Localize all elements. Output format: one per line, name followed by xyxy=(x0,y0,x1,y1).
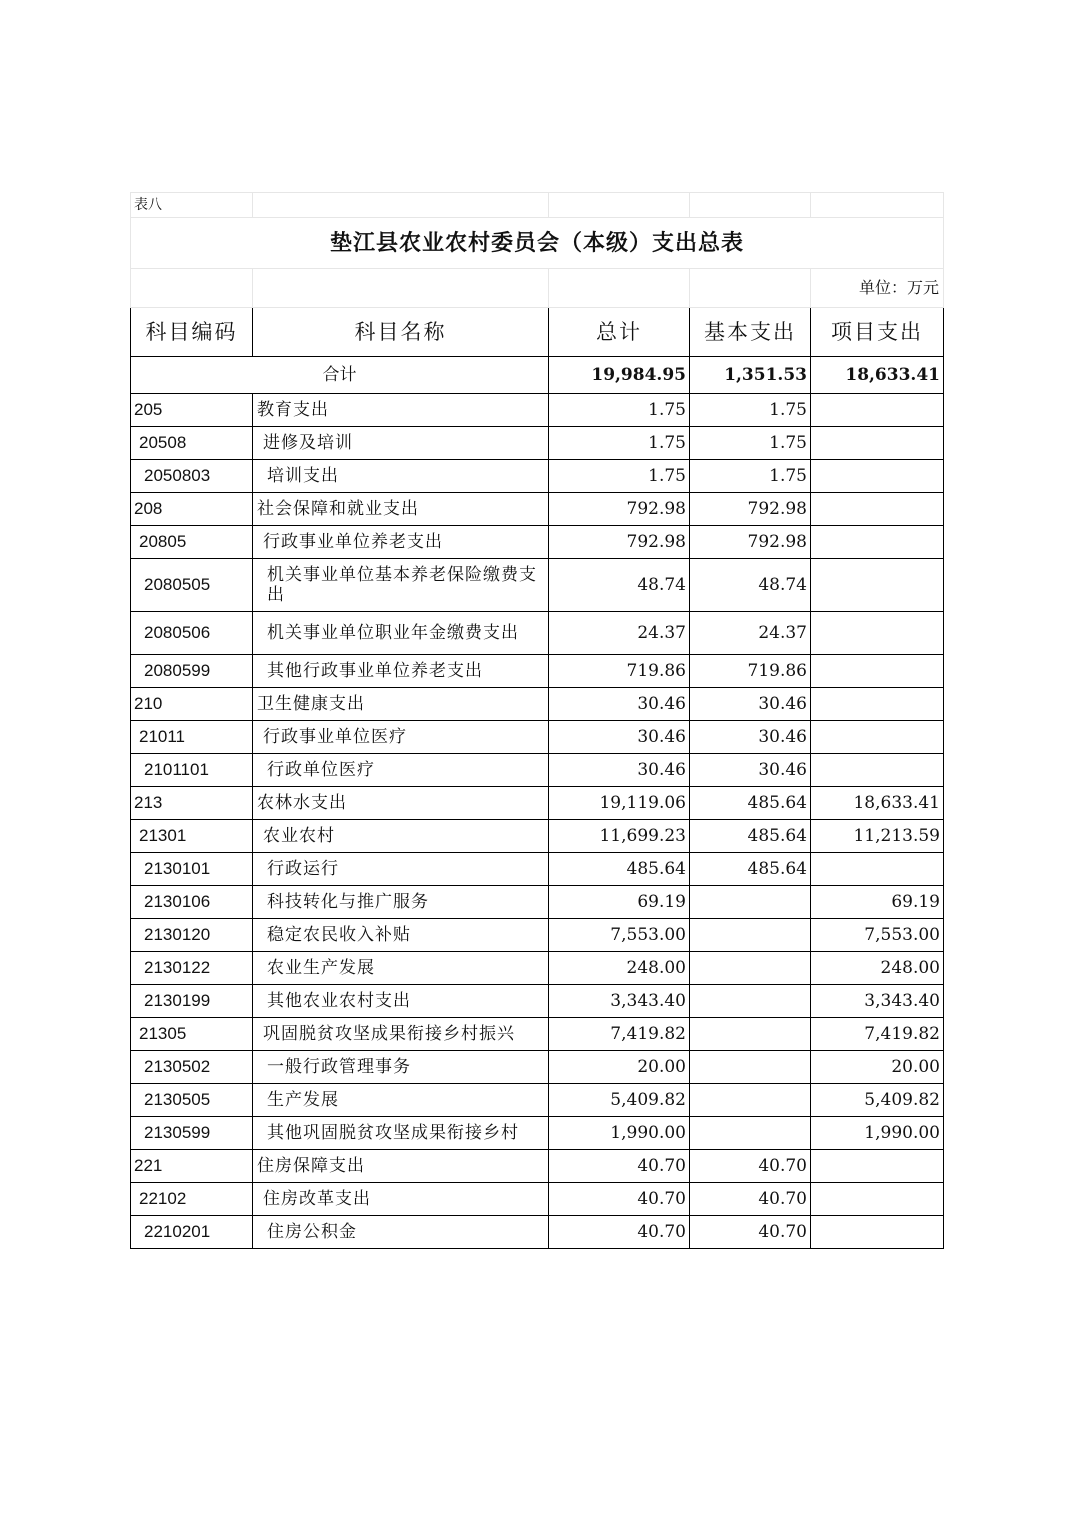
row-basic: 40.70 xyxy=(690,1216,811,1249)
total-row xyxy=(131,357,944,394)
row-name: 住房改革支出 xyxy=(253,1183,549,1216)
row-total: 11,699.23 xyxy=(549,820,690,853)
table-row xyxy=(131,526,944,559)
row-project: 1,990.00 xyxy=(811,1117,944,1150)
table-row xyxy=(131,1150,944,1183)
row-total: 792.98 xyxy=(549,493,690,526)
table-row xyxy=(131,427,944,460)
table-row xyxy=(131,853,944,886)
row-basic: 1.75 xyxy=(690,427,811,460)
table-row xyxy=(131,886,944,919)
table-row xyxy=(131,721,944,754)
sheet-label-row xyxy=(131,193,944,218)
row-project: 11,213.59 xyxy=(811,820,944,853)
row-project xyxy=(811,1150,944,1183)
unit-label: 单位：万元 xyxy=(811,269,944,308)
row-basic: 485.64 xyxy=(690,820,811,853)
row-name: 行政单位医疗 xyxy=(253,754,549,787)
row-total: 1.75 xyxy=(549,427,690,460)
expenditure-sheet xyxy=(130,192,943,1249)
table-row xyxy=(131,460,944,493)
table-row xyxy=(131,1117,944,1150)
row-basic: 40.70 xyxy=(690,1150,811,1183)
row-name: 培训支出 xyxy=(253,460,549,493)
row-basic xyxy=(690,886,811,919)
row-basic: 1.75 xyxy=(690,394,811,427)
row-project: 7,419.82 xyxy=(811,1018,944,1051)
row-total: 30.46 xyxy=(549,721,690,754)
row-project xyxy=(811,493,944,526)
row-name: 机关事业单位职业年金缴费支出 xyxy=(253,612,549,655)
row-total: 1.75 xyxy=(549,460,690,493)
row-code: 208 xyxy=(131,493,253,526)
row-basic: 40.70 xyxy=(690,1183,811,1216)
row-total: 30.46 xyxy=(549,754,690,787)
row-name: 科技转化与推广服务 xyxy=(253,886,549,919)
row-code: 213 xyxy=(131,787,253,820)
row-basic: 1.75 xyxy=(690,460,811,493)
row-code: 2101101 xyxy=(131,754,253,787)
row-total: 19,119.06 xyxy=(549,787,690,820)
row-code: 21301 xyxy=(131,820,253,853)
row-total: 40.70 xyxy=(549,1183,690,1216)
row-name: 住房保障支出 xyxy=(253,1150,549,1183)
table-row xyxy=(131,985,944,1018)
row-total: 1.75 xyxy=(549,394,690,427)
table-row xyxy=(131,394,944,427)
table-row xyxy=(131,754,944,787)
table-row xyxy=(131,1084,944,1117)
row-code: 2130599 xyxy=(131,1117,253,1150)
table-row xyxy=(131,820,944,853)
row-project xyxy=(811,754,944,787)
row-name: 农林水支出 xyxy=(253,787,549,820)
row-basic: 792.98 xyxy=(690,526,811,559)
row-project: 248.00 xyxy=(811,952,944,985)
row-code: 2080505 xyxy=(131,559,253,612)
table-row xyxy=(131,493,944,526)
total-total: 19,984.95 xyxy=(549,357,690,394)
row-name: 农业生产发展 xyxy=(253,952,549,985)
row-code: 2130120 xyxy=(131,919,253,952)
row-code: 2130199 xyxy=(131,985,253,1018)
row-project xyxy=(811,394,944,427)
header-project: 项目支出 xyxy=(811,308,944,357)
row-project xyxy=(811,427,944,460)
row-total: 7,419.82 xyxy=(549,1018,690,1051)
row-code: 2130101 xyxy=(131,853,253,886)
table-row xyxy=(131,787,944,820)
row-name: 生产发展 xyxy=(253,1084,549,1117)
row-name: 机关事业单位基本养老保险缴费支出 xyxy=(253,559,549,612)
row-project xyxy=(811,1183,944,1216)
row-code: 21011 xyxy=(131,721,253,754)
row-code: 2050803 xyxy=(131,460,253,493)
row-basic xyxy=(690,952,811,985)
row-name: 行政事业单位养老支出 xyxy=(253,526,549,559)
row-total: 792.98 xyxy=(549,526,690,559)
table-row xyxy=(131,612,944,655)
row-total: 1,990.00 xyxy=(549,1117,690,1150)
row-project: 20.00 xyxy=(811,1051,944,1084)
row-total: 40.70 xyxy=(549,1216,690,1249)
row-total: 7,553.00 xyxy=(549,919,690,952)
row-name: 行政运行 xyxy=(253,853,549,886)
row-name: 行政事业单位医疗 xyxy=(253,721,549,754)
row-basic xyxy=(690,985,811,1018)
page-title: 垫江县农业农村委员会（本级）支出总表 xyxy=(131,218,944,269)
row-project: 3,343.40 xyxy=(811,985,944,1018)
table-row xyxy=(131,559,944,612)
unit-row xyxy=(131,269,944,308)
row-code: 210 xyxy=(131,688,253,721)
row-basic: 30.46 xyxy=(690,721,811,754)
row-basic: 48.74 xyxy=(690,559,811,612)
row-name: 其他行政事业单位养老支出 xyxy=(253,655,549,688)
total-basic: 1,351.53 xyxy=(690,357,811,394)
row-project xyxy=(811,655,944,688)
row-project xyxy=(811,721,944,754)
header-row xyxy=(131,308,944,357)
header-total: 总计 xyxy=(549,308,690,357)
table-row xyxy=(131,919,944,952)
row-project xyxy=(811,612,944,655)
row-total: 719.86 xyxy=(549,655,690,688)
total-project: 18,633.41 xyxy=(811,357,944,394)
row-name: 其他农业农村支出 xyxy=(253,985,549,1018)
row-project xyxy=(811,1216,944,1249)
expenditure-table xyxy=(130,192,944,1249)
row-total: 48.74 xyxy=(549,559,690,612)
row-project: 18,633.41 xyxy=(811,787,944,820)
row-name: 社会保障和就业支出 xyxy=(253,493,549,526)
row-project xyxy=(811,526,944,559)
row-code: 2080506 xyxy=(131,612,253,655)
row-code: 22102 xyxy=(131,1183,253,1216)
row-name: 一般行政管理事务 xyxy=(253,1051,549,1084)
row-basic xyxy=(690,1018,811,1051)
header-code: 科目编码 xyxy=(131,308,253,357)
row-basic xyxy=(690,1084,811,1117)
table-row xyxy=(131,688,944,721)
row-project: 5,409.82 xyxy=(811,1084,944,1117)
row-name: 进修及培训 xyxy=(253,427,549,460)
row-total: 20.00 xyxy=(549,1051,690,1084)
row-code: 205 xyxy=(131,394,253,427)
row-total: 485.64 xyxy=(549,853,690,886)
row-project xyxy=(811,460,944,493)
row-total: 69.19 xyxy=(549,886,690,919)
row-name: 其他巩固脱贫攻坚成果衔接乡村 xyxy=(253,1117,549,1150)
row-code: 20805 xyxy=(131,526,253,559)
table-body xyxy=(131,394,944,1249)
row-total: 24.37 xyxy=(549,612,690,655)
row-basic: 30.46 xyxy=(690,754,811,787)
row-basic: 719.86 xyxy=(690,655,811,688)
table-row xyxy=(131,1183,944,1216)
row-total: 3,343.40 xyxy=(549,985,690,1018)
table-row xyxy=(131,1018,944,1051)
row-code: 2130505 xyxy=(131,1084,253,1117)
row-code: 2130106 xyxy=(131,886,253,919)
title-row xyxy=(131,218,944,269)
total-label: 合计 xyxy=(131,357,549,394)
sheet-label: 表八 xyxy=(131,193,253,218)
row-code: 2130502 xyxy=(131,1051,253,1084)
row-total: 40.70 xyxy=(549,1150,690,1183)
row-basic: 485.64 xyxy=(690,853,811,886)
row-name: 农业农村 xyxy=(253,820,549,853)
table-row xyxy=(131,655,944,688)
row-name: 住房公积金 xyxy=(253,1216,549,1249)
row-project xyxy=(811,853,944,886)
row-total: 248.00 xyxy=(549,952,690,985)
row-basic: 485.64 xyxy=(690,787,811,820)
row-code: 2210201 xyxy=(131,1216,253,1249)
row-code: 221 xyxy=(131,1150,253,1183)
row-name: 稳定农民收入补贴 xyxy=(253,919,549,952)
table-row xyxy=(131,1051,944,1084)
table-row xyxy=(131,952,944,985)
row-project: 7,553.00 xyxy=(811,919,944,952)
row-basic: 24.37 xyxy=(690,612,811,655)
row-name: 巩固脱贫攻坚成果衔接乡村振兴 xyxy=(253,1018,549,1051)
row-code: 21305 xyxy=(131,1018,253,1051)
row-basic: 792.98 xyxy=(690,493,811,526)
row-total: 30.46 xyxy=(549,688,690,721)
table-row xyxy=(131,1216,944,1249)
row-name: 卫生健康支出 xyxy=(253,688,549,721)
header-basic: 基本支出 xyxy=(690,308,811,357)
row-basic xyxy=(690,1051,811,1084)
row-code: 2130122 xyxy=(131,952,253,985)
row-basic xyxy=(690,919,811,952)
row-total: 5,409.82 xyxy=(549,1084,690,1117)
header-name: 科目名称 xyxy=(253,308,549,357)
row-basic: 30.46 xyxy=(690,688,811,721)
row-code: 20508 xyxy=(131,427,253,460)
row-basic xyxy=(690,1117,811,1150)
row-project xyxy=(811,688,944,721)
row-code: 2080599 xyxy=(131,655,253,688)
row-name: 教育支出 xyxy=(253,394,549,427)
row-project: 69.19 xyxy=(811,886,944,919)
row-project xyxy=(811,559,944,612)
